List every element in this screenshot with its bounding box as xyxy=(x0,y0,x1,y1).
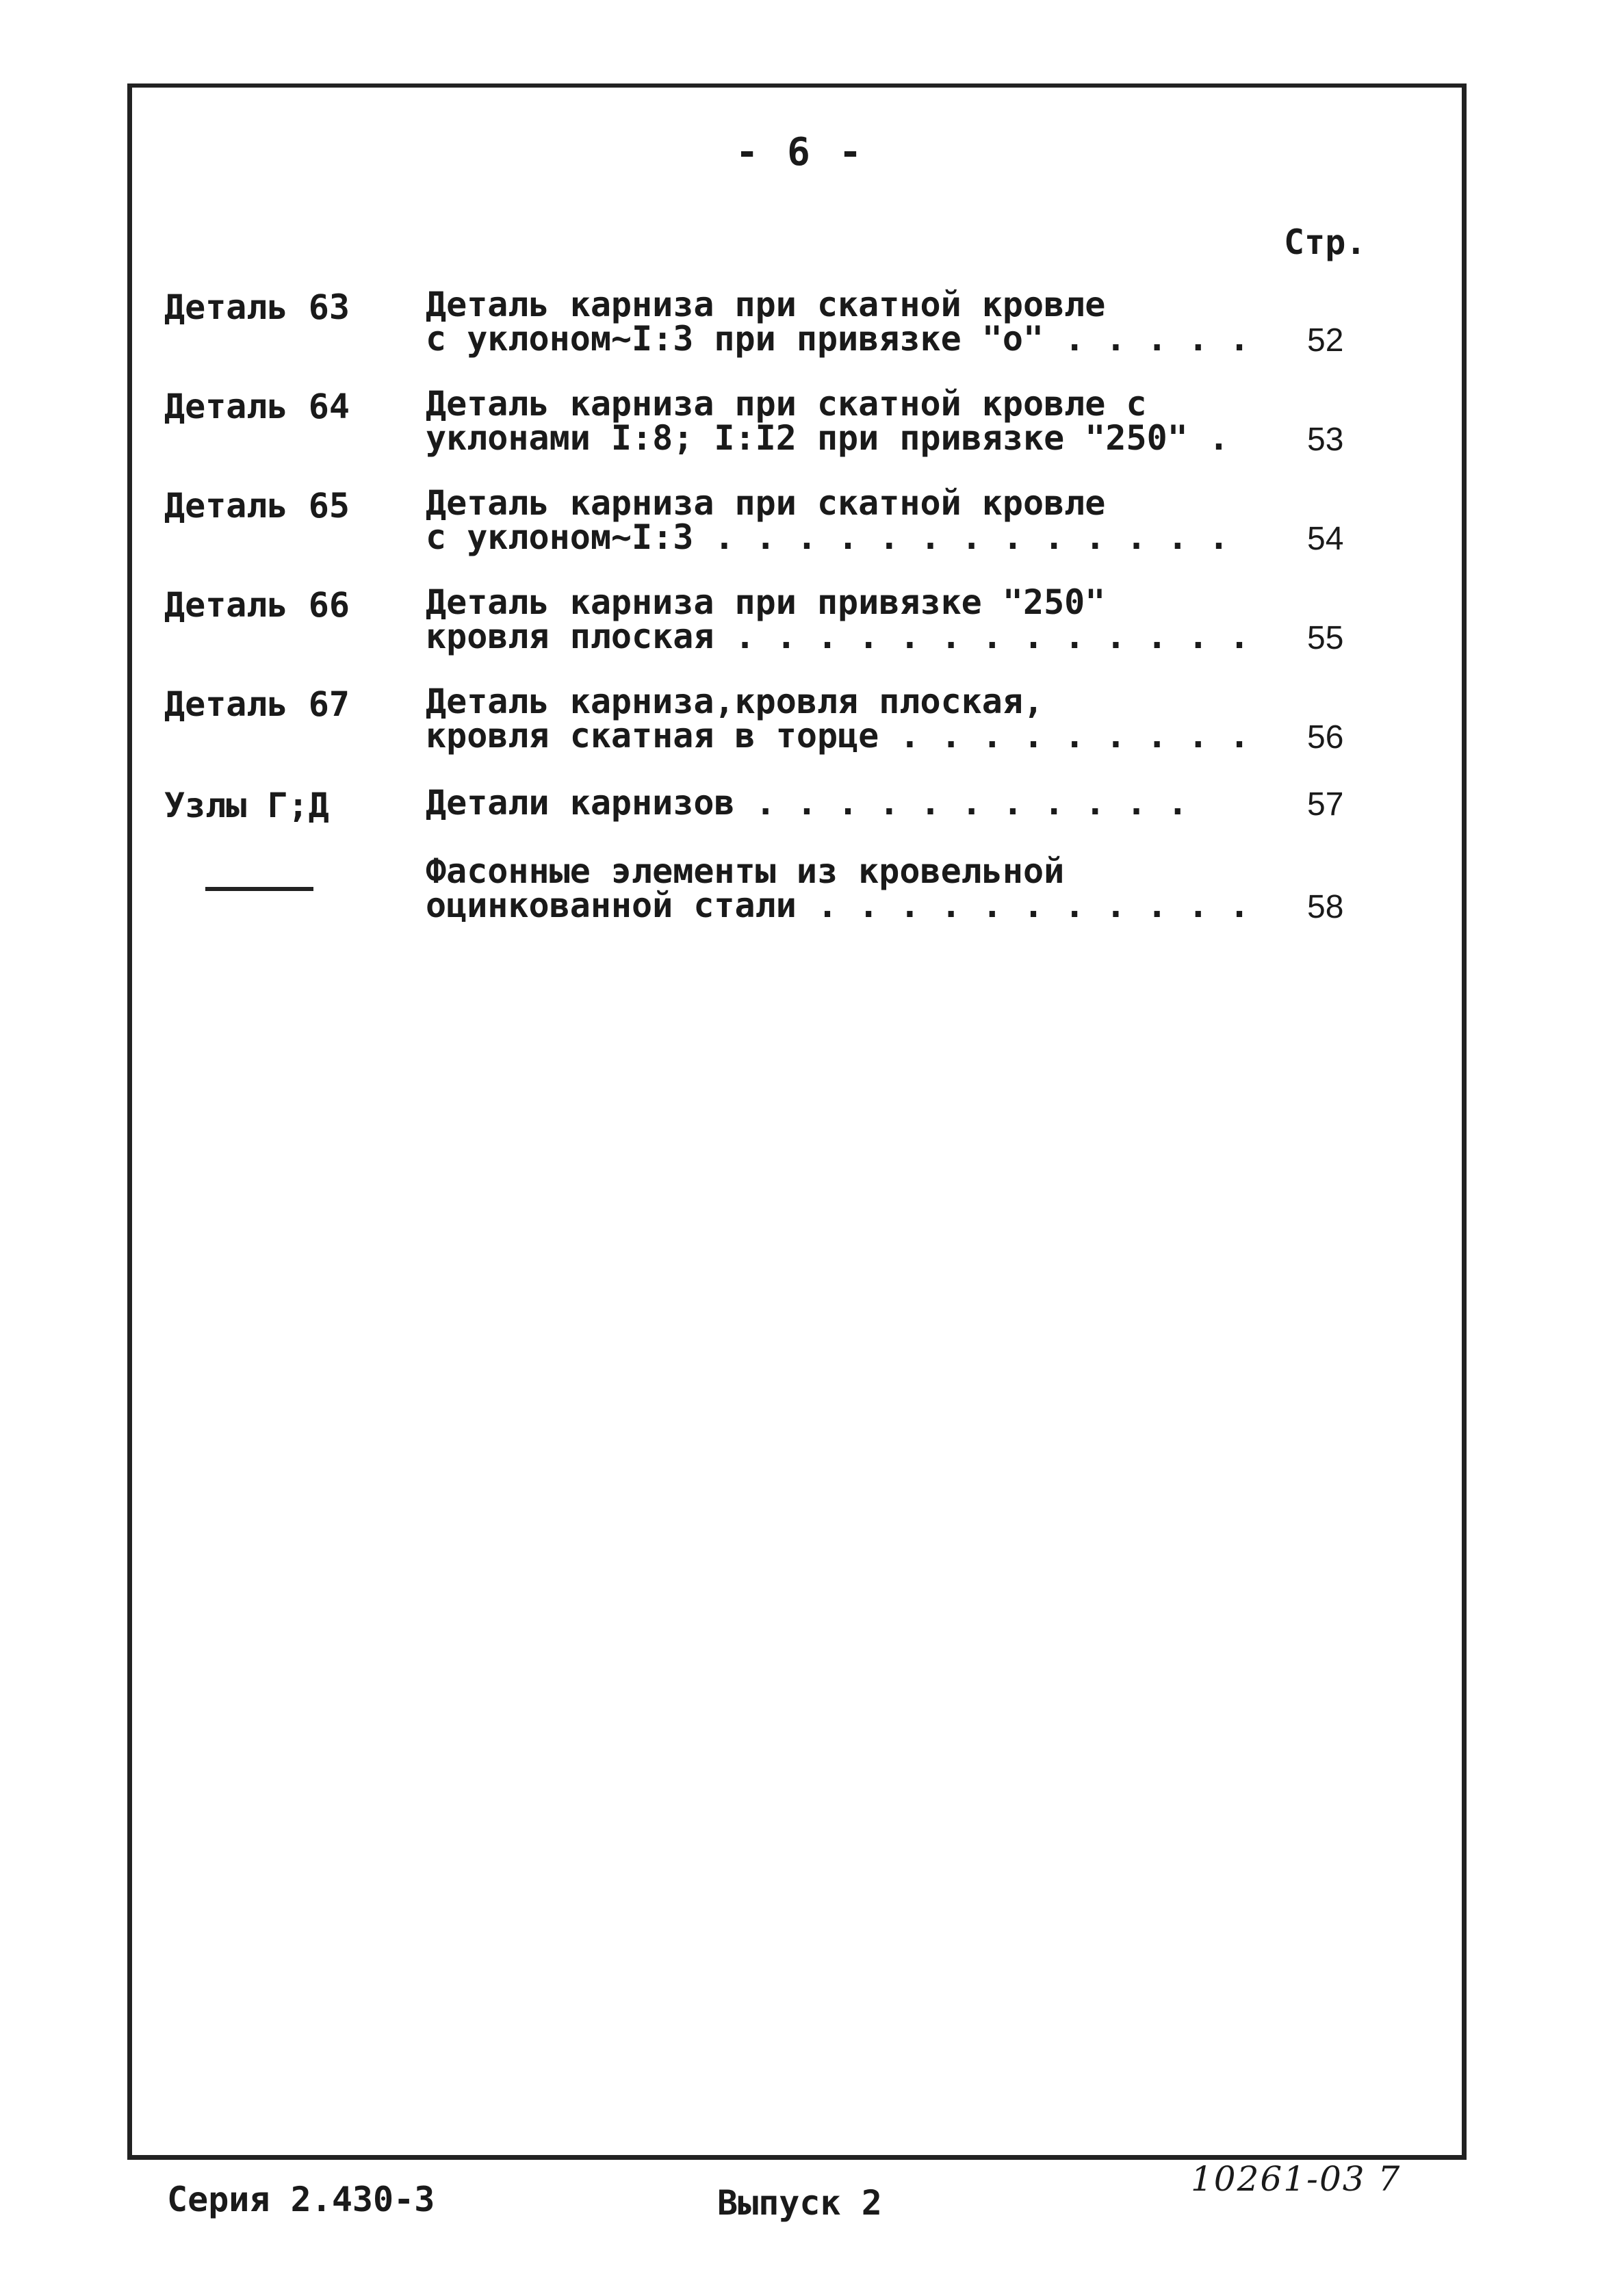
toc-entry-label: Деталь 67 xyxy=(164,684,350,724)
toc-entry-line: Фасонные элементы из кровельной xyxy=(426,851,1065,891)
toc-entry xyxy=(0,684,1600,773)
toc-entry-description xyxy=(426,384,1229,458)
toc-entry-label: Деталь 66 xyxy=(164,585,350,625)
toc-entry-line: с уклоном~I:3 при привязке "о" . . . . . xyxy=(426,319,1250,359)
toc-entry-description xyxy=(426,582,1250,656)
toc-entry-label: Деталь 65 xyxy=(164,486,350,526)
toc-entry-label: Деталь 64 xyxy=(164,387,350,426)
toc-entry-line: Детали карнизов . . . . . . . . . . . xyxy=(426,783,1188,823)
toc-entry-description xyxy=(426,483,1229,557)
toc-entry xyxy=(0,483,1600,575)
toc-entry-line: кровля скатная в торце . . . . . . . . . xyxy=(426,716,1250,756)
toc-entry-page: 52 xyxy=(1307,322,1344,359)
toc-entry xyxy=(0,384,1600,476)
toc-entry xyxy=(0,287,1600,376)
toc-entry-line: оцинкованной стали . . . . . . . . . . . xyxy=(426,886,1250,925)
toc-entry-line: Деталь карниза при привязке "250" xyxy=(426,582,1106,622)
toc-entry-line: Деталь карниза при скатной кровле xyxy=(426,483,1106,523)
toc-entry-description xyxy=(426,682,1250,756)
toc-entry-label: Деталь 63 xyxy=(164,287,350,327)
toc-entry-page: 56 xyxy=(1307,719,1344,756)
footer-series: Серия 2.430-3 xyxy=(167,2180,435,2219)
toc-entry xyxy=(0,851,1600,943)
toc-entry xyxy=(0,582,1600,674)
toc-entry-page: 54 xyxy=(1307,521,1344,557)
toc-entry-line: уклонами I:8; I:I2 при привязке "250" . xyxy=(426,418,1229,458)
toc-entry-description xyxy=(426,783,1188,823)
toc-entry-line: с уклоном~I:3 . . . . . . . . . . . . . xyxy=(426,517,1229,557)
toc-entry-page: 58 xyxy=(1307,889,1344,925)
toc-entry-line: кровля плоская . . . . . . . . . . . . . xyxy=(426,617,1250,656)
toc-entry-line: Деталь карниза при скатной кровле xyxy=(426,285,1106,324)
toc-entry-description xyxy=(426,285,1250,359)
page-number: - 6 - xyxy=(735,130,865,175)
toc-entry-page: 55 xyxy=(1307,620,1344,656)
toc-entry-dash xyxy=(205,887,313,891)
toc-entry-line: Деталь карниза при скатной кровле с xyxy=(426,384,1147,424)
toc-entry-label: Узлы Г;Д xyxy=(164,786,329,825)
toc-entry-line: Деталь карниза,кровля плоская, xyxy=(426,682,1044,721)
footer-code: 10261-03 7 xyxy=(1191,2159,1402,2199)
toc-entry-page: 53 xyxy=(1307,422,1344,458)
toc-entry-description xyxy=(426,851,1250,925)
footer-issue: Выпуск 2 xyxy=(717,2183,882,2223)
toc-entry-page: 57 xyxy=(1307,786,1344,823)
page-column-header: Стр. xyxy=(1284,222,1367,262)
